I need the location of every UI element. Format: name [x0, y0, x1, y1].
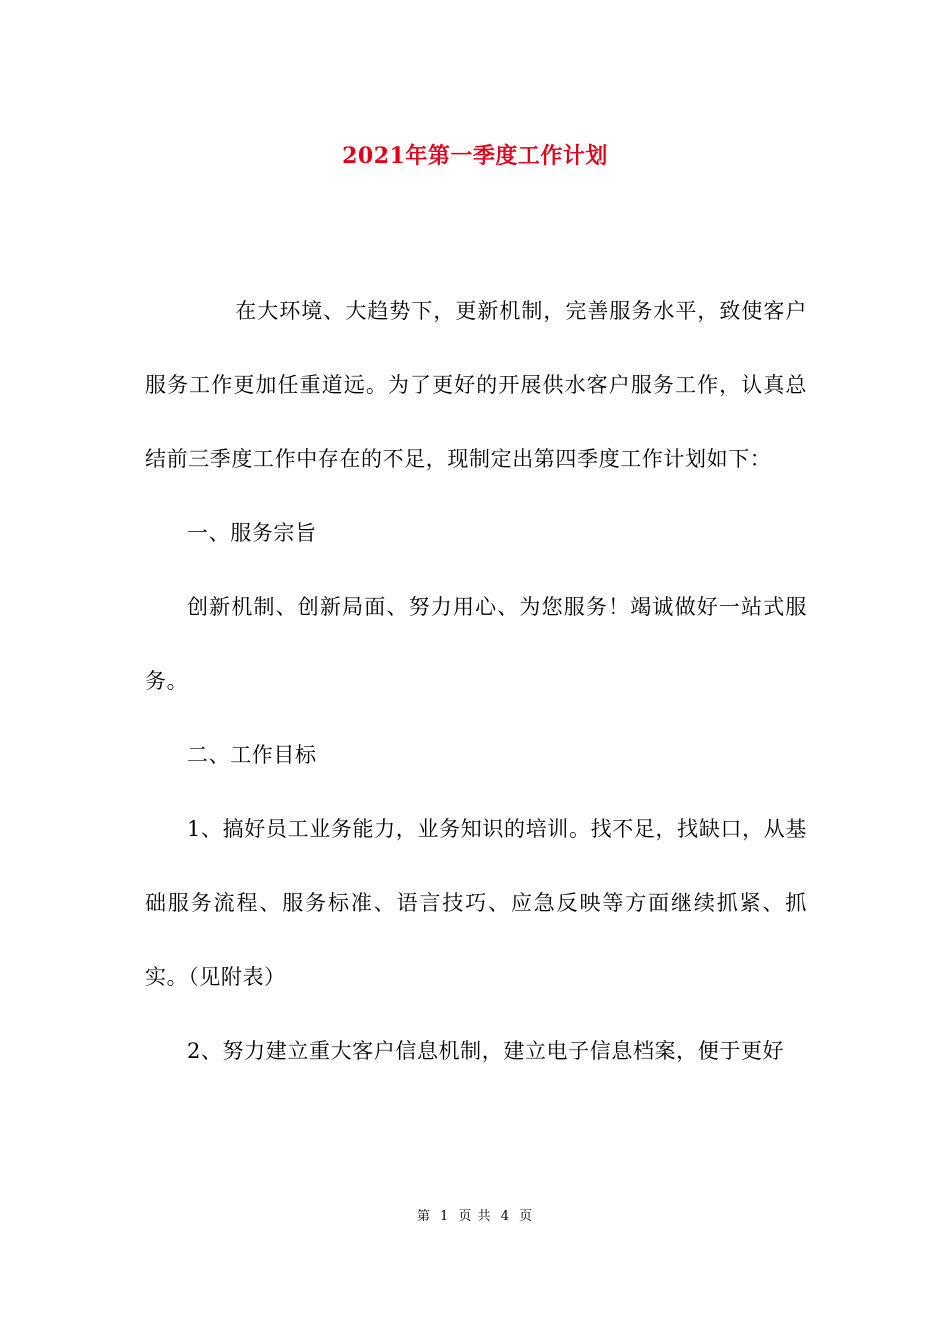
section-heading-service-purpose: 一、服务宗旨	[187, 521, 317, 545]
service-purpose-paragraph: 创新机制、创新局面、努力用心、为您服务！竭诚做好一站式服务。	[145, 595, 807, 693]
footer-total-pages: 4	[500, 1209, 510, 1224]
goal-item-1: 1、搞好员工业务能力，业务知识的培训。找不足，找缺口，从基础服务流程、服务标准、语言技巧、应急反映等方面继续抓紧、抓实。（见附表）	[145, 817, 807, 989]
footer-suffix: 页	[519, 1209, 534, 1224]
footer-prefix: 第	[416, 1209, 431, 1224]
goal-item-2: 2、努力建立重大客户信息机制，建立电子信息档案，便于更好	[187, 1039, 785, 1063]
section-heading-work-goals: 二、工作目标	[187, 743, 317, 767]
footer-mid: 页 共	[458, 1209, 492, 1224]
page-footer	[0, 1206, 950, 1228]
intro-paragraph: 在大环境、大趋势下，更新机制，完善服务水平，致使客户服务工作更加任重道远。为了更好的开展供水客户服务工作，认真总结前三季度工作中存在的不足，现制定出第四季度工作计划如下：	[145, 299, 807, 471]
footer-current-page: 1	[440, 1209, 450, 1224]
document-body	[145, 274, 807, 1088]
document-title: 2021年第一季度工作计划	[342, 143, 608, 169]
